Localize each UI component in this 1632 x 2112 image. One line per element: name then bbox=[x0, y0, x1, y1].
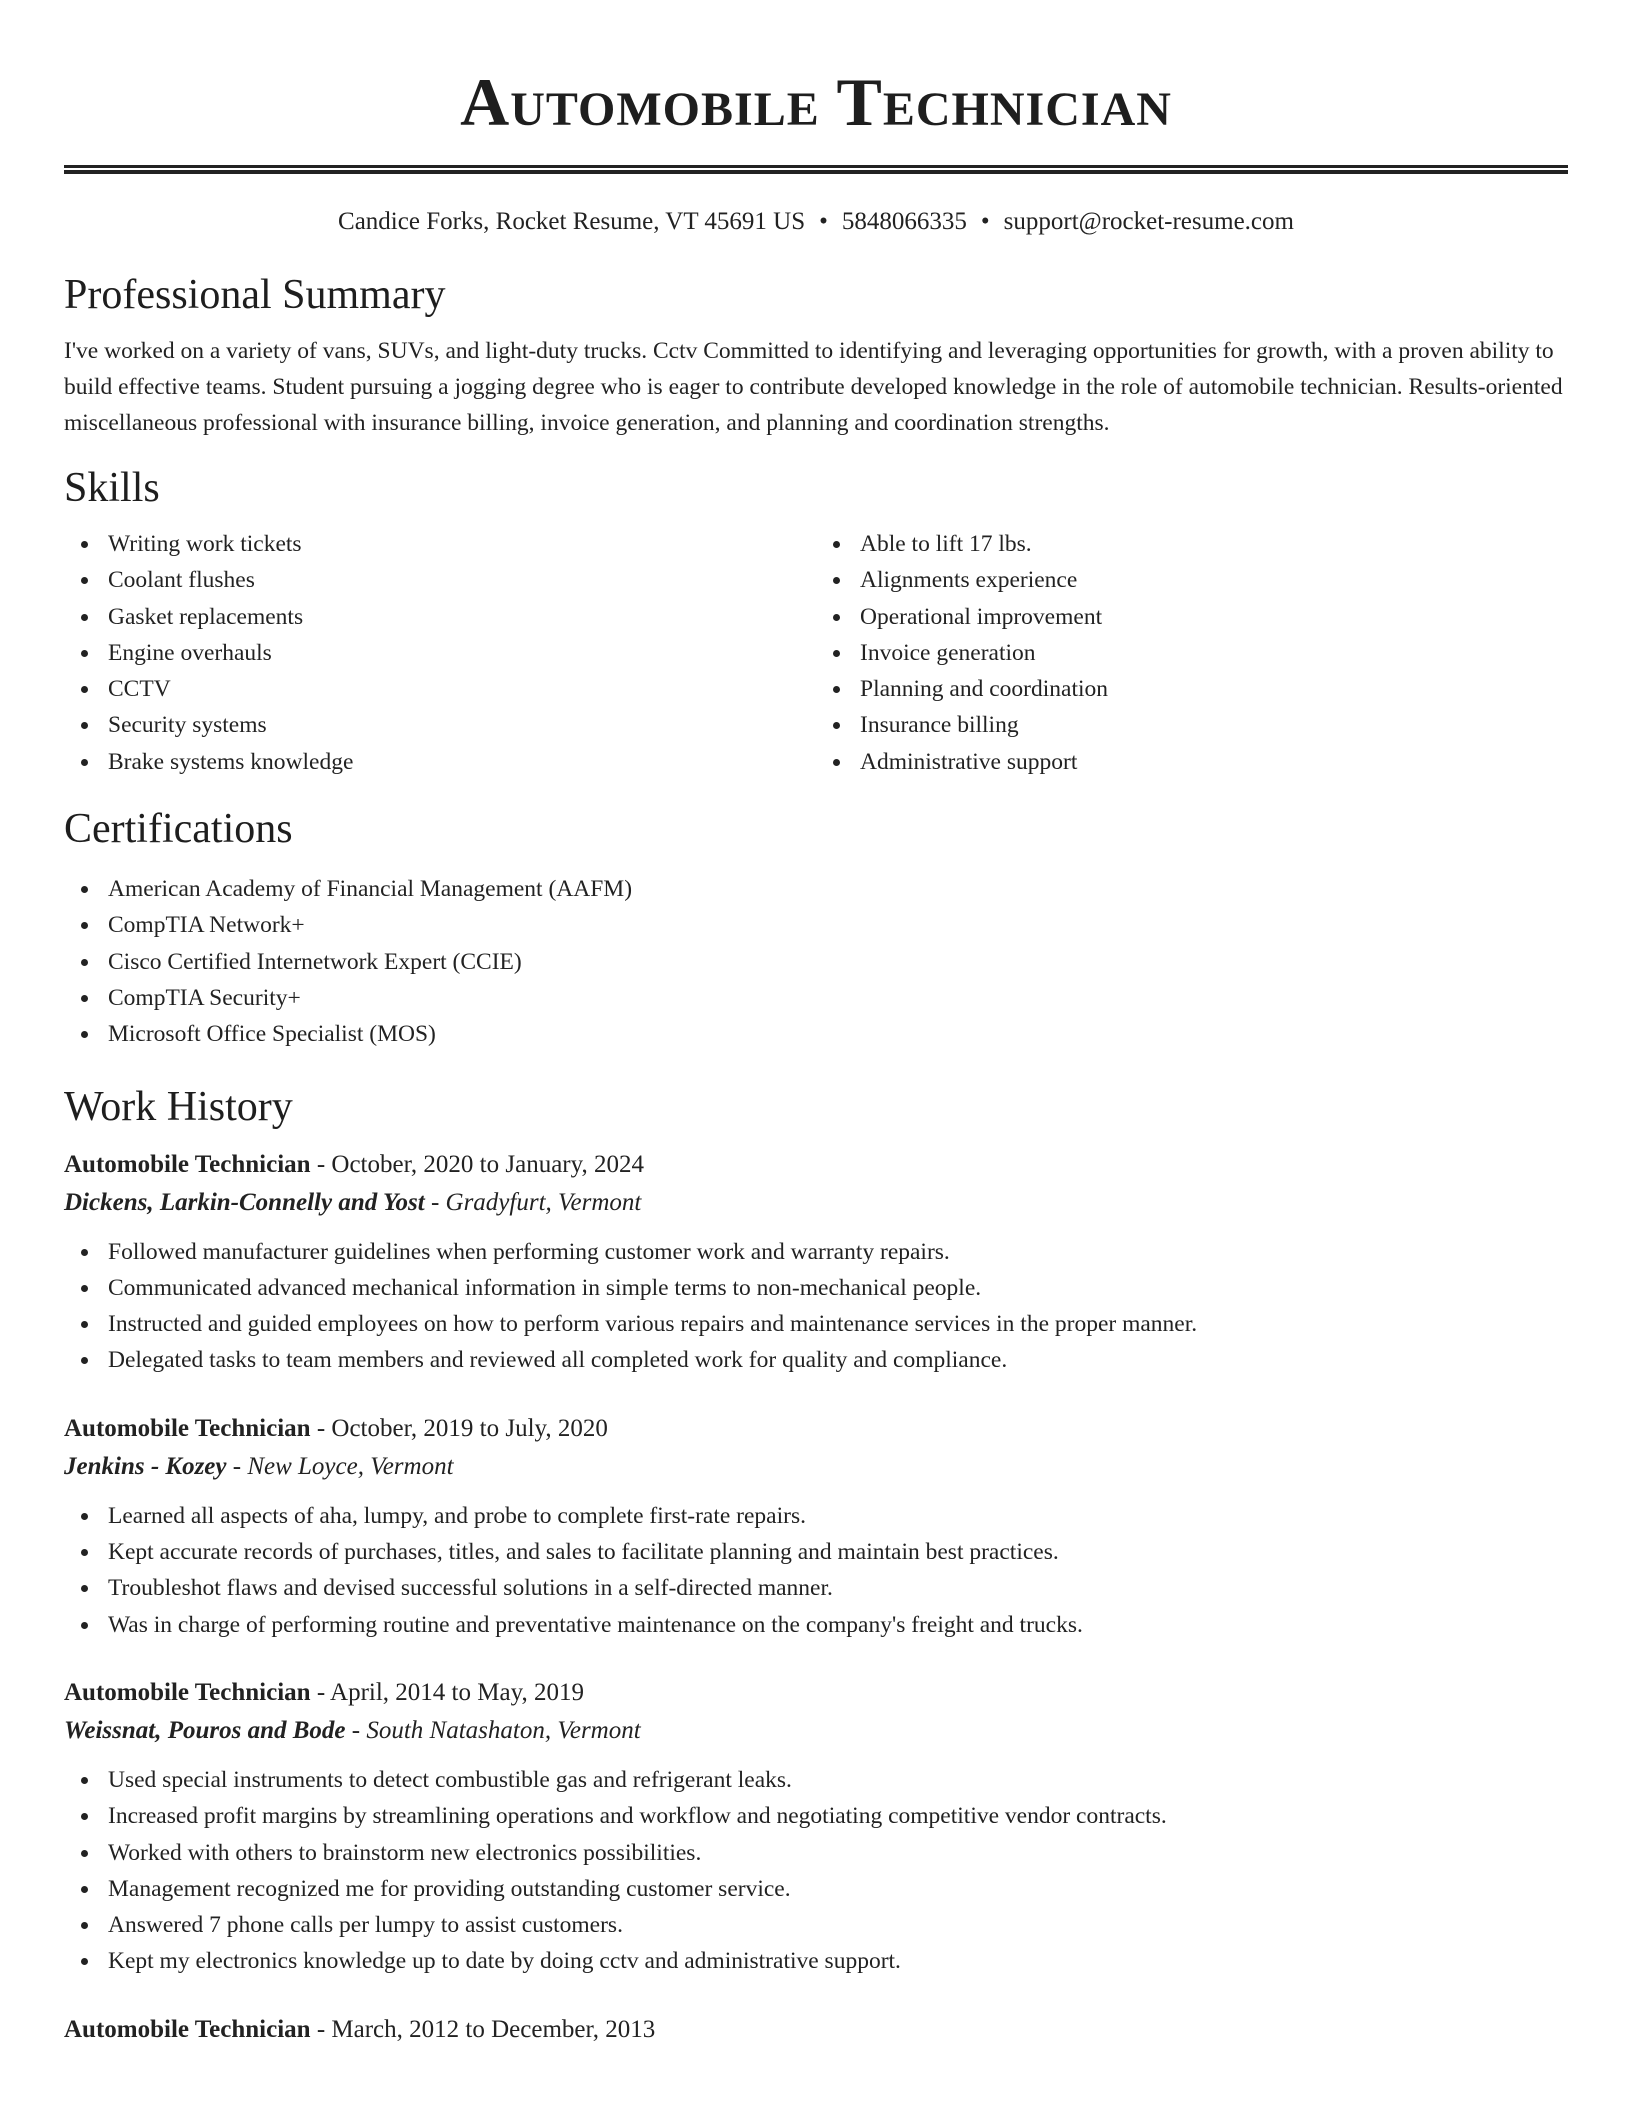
job-entry bbox=[64, 1410, 1568, 1643]
contact-line bbox=[64, 204, 1568, 240]
job-title: Automobile Technician bbox=[64, 2015, 311, 2043]
skill-item: Gasket replacements bbox=[108, 599, 816, 635]
job-company: Dickens, Larkin-Connelly and Yost bbox=[64, 1188, 425, 1216]
skills-columns bbox=[64, 526, 1568, 780]
skills-heading: Skills bbox=[64, 465, 160, 511]
job-title-line bbox=[64, 2011, 1568, 2049]
job-title-line bbox=[64, 1674, 1568, 1712]
job-bullet: Followed manufacturer guidelines when performing customer work and warranty repairs. bbox=[108, 1234, 1568, 1270]
certification-item: Microsoft Office Specialist (MOS) bbox=[108, 1016, 1568, 1052]
job-bullet: Instructed and guided employees on how to perform various repairs and maintenance services in the proper manner. bbox=[108, 1306, 1568, 1342]
job-bullet: Communicated advanced mechanical information in simple terms to non-mechanical people. bbox=[108, 1270, 1568, 1306]
skill-item: Security systems bbox=[108, 707, 816, 743]
job-bullet: Kept accurate records of purchases, titles, and sales to facilitate planning and maintain best practices. bbox=[108, 1534, 1568, 1570]
job-location: - Gradyfurt, Vermont bbox=[424, 1188, 642, 1216]
summary-text: I've worked on a variety of vans, SUVs, and light-duty trucks. Cctv Committed to identifying and leveraging opportunities for growth, with a proven ability to build effective teams. Student pursuing a jogging degree who is eager to contribute developed knowledge in the role of automobile technician. Results-oriented miscellaneous professional with insurance billing, invoice generation, and planning and coordination strengths. bbox=[64, 338, 1563, 436]
skill-item: Writing work tickets bbox=[108, 526, 816, 562]
skill-item: Engine overhauls bbox=[108, 635, 816, 671]
job-bullets bbox=[64, 1234, 1568, 1379]
skill-item: Alignments experience bbox=[860, 562, 1568, 598]
certification-item: Cisco Certified Internetwork Expert (CCIE) bbox=[108, 944, 1568, 980]
job-location: - New Loyce, Vermont bbox=[226, 1452, 454, 1480]
job-bullet: Kept my electronics knowledge up to date by doing cctv and administrative support. bbox=[108, 1943, 1568, 1979]
skills-list-right bbox=[816, 526, 1568, 780]
job-bullet: Worked with others to brainstorm new electronics possibilities. bbox=[108, 1835, 1568, 1871]
job-title: Automobile Technician bbox=[64, 1678, 311, 1706]
certifications-list bbox=[64, 871, 1568, 1052]
contact-separator: • bbox=[819, 208, 828, 235]
job-bullet: Delegated tasks to team members and reviewed all completed work for quality and compliance. bbox=[108, 1342, 1568, 1378]
skill-item: Operational improvement bbox=[860, 599, 1568, 635]
job-dates: - October, 2020 to January, 2024 bbox=[310, 1150, 644, 1178]
job-company-line bbox=[64, 1184, 1568, 1222]
job-entry bbox=[64, 1146, 1568, 1379]
job-bullet: Management recognized me for providing outstanding customer service. bbox=[108, 1871, 1568, 1907]
job-bullets bbox=[64, 1762, 1568, 1980]
job-title-line bbox=[64, 1146, 1568, 1184]
job-dates: - April, 2014 to May, 2019 bbox=[310, 1678, 584, 1706]
job-dates: - October, 2019 to July, 2020 bbox=[310, 1414, 608, 1442]
skill-item: Brake systems knowledge bbox=[108, 744, 816, 780]
job-dates: - March, 2012 to December, 2013 bbox=[310, 2015, 656, 2043]
job-company-line bbox=[64, 1448, 1568, 1486]
job-bullets bbox=[64, 1498, 1568, 1643]
job-bullet: Learned all aspects of aha, lumpy, and probe to complete first-rate repairs. bbox=[108, 1498, 1568, 1534]
certifications-heading: Certifications bbox=[64, 806, 293, 853]
job-company-line bbox=[64, 1712, 1568, 1750]
summary-heading: Professional Summary bbox=[64, 272, 446, 318]
skill-item: Administrative support bbox=[860, 744, 1568, 780]
job-bullet: Troubleshot flaws and devised successful solutions in a self-directed manner. bbox=[108, 1570, 1568, 1606]
certification-item: CompTIA Network+ bbox=[108, 907, 1568, 943]
contact-address: Candice Forks, Rocket Resume, VT 45691 US bbox=[338, 208, 806, 235]
contact-separator: • bbox=[980, 208, 990, 235]
job-bullet: Answered 7 phone calls per lumpy to assist customers. bbox=[108, 1907, 1568, 1943]
resume-title: Automobile Technician bbox=[460, 64, 1172, 140]
resume-page bbox=[64, 0, 1568, 2049]
certification-item: CompTIA Security+ bbox=[108, 980, 1568, 1016]
job-title-line bbox=[64, 1410, 1568, 1448]
job-company: Jenkins - Kozey bbox=[64, 1452, 227, 1480]
skill-item: Invoice generation bbox=[860, 635, 1568, 671]
job-entry bbox=[64, 1674, 1568, 1980]
job-bullet: Was in charge of performing routine and preventative maintenance on the company's freight and trucks. bbox=[108, 1607, 1568, 1643]
job-bullet: Used special instruments to detect combustible gas and refrigerant leaks. bbox=[108, 1762, 1568, 1798]
skill-item: Able to lift 17 lbs. bbox=[860, 526, 1568, 562]
skill-item: Coolant flushes bbox=[108, 562, 816, 598]
job-entry bbox=[64, 2011, 1568, 2049]
title-divider bbox=[64, 165, 1568, 174]
skill-item: Planning and coordination bbox=[860, 671, 1568, 707]
contact-email[interactable]: support@rocket-resume.com bbox=[1003, 208, 1294, 235]
skill-item: CCTV bbox=[108, 671, 816, 707]
job-company: Weissnat, Pouros and Bode bbox=[64, 1716, 346, 1744]
job-location: - South Natashaton, Vermont bbox=[345, 1716, 641, 1744]
skills-list-left bbox=[64, 526, 816, 780]
job-bullet: Increased profit margins by streamlining operations and workflow and negotiating competitive vendor contracts. bbox=[108, 1798, 1568, 1834]
contact-phone: 5848066335 bbox=[841, 208, 967, 235]
job-title: Automobile Technician bbox=[64, 1150, 311, 1178]
skill-item: Insurance billing bbox=[860, 707, 1568, 743]
certification-item: American Academy of Financial Management (AAFM) bbox=[108, 871, 1568, 907]
work-history-heading: Work History bbox=[64, 1083, 293, 1130]
job-title: Automobile Technician bbox=[64, 1414, 311, 1442]
